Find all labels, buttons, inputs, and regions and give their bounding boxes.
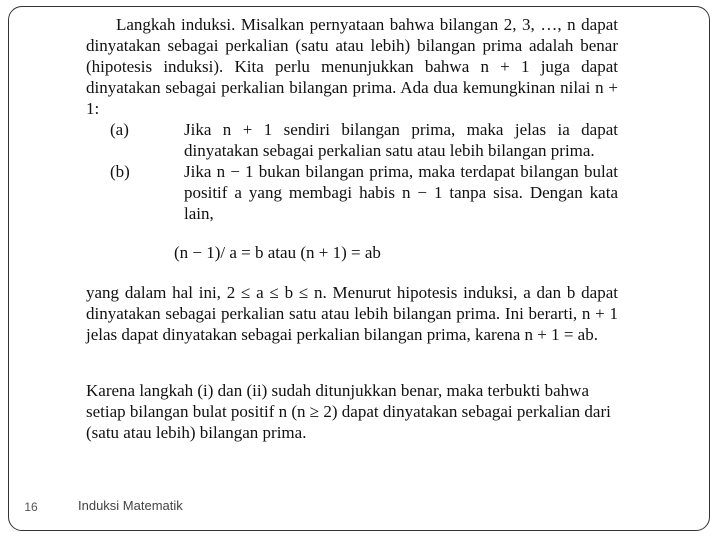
- scanned-text-block: [86, 14, 618, 443]
- slide-number: 16: [24, 500, 38, 514]
- case-b-label: (b): [110, 162, 130, 181]
- footer-title: Induksi Matematik: [78, 498, 183, 513]
- intro-paragraph: [86, 14, 618, 119]
- formula: (n − 1)/ a = b atau (n + 1) = ab: [174, 243, 381, 262]
- case-a: [86, 119, 618, 161]
- case-a-text: Jika n + 1 sendiri bilangan prima, maka jelas ia dapat dinyatakan sebagai perkalian satu atau lebih bilangan prima.: [184, 120, 618, 160]
- case-b: [86, 161, 618, 224]
- case-a-label: (a): [110, 120, 129, 139]
- conclusion-paragraph: Karena langkah (i) dan (ii) sudah ditunjukkan benar, maka terbukti bahwa setiap bilangan bulat positif n (n ≥ 2) dapat dinyatakan sebagai perkalian dari (satu atau lebih) bilangan prima.: [86, 381, 611, 442]
- case-b-text: Jika n − 1 bukan bilangan prima, maka terdapat bilangan bulat positif a yang membagi habis n − 1 tanpa sisa. Dengan kata lain,: [184, 162, 618, 223]
- intro-text: Langkah induksi. Misalkan pernyataan bahwa bilangan 2, 3, …, n dapat dinyatakan sebagai perkalian (satu atau lebih) bilangan prima adalah benar (hipotesis induksi). Kita perlu menunjukkan bahwa n + 1 juga dapat dinyatakan sebagai perkalian bilangan prima. Ada dua kemungkinan nilai n + 1:: [86, 15, 618, 118]
- explanation-paragraph: yang dalam hal ini, 2 ≤ a ≤ b ≤ n. Menurut hipotesis induksi, a dan b dapat dinyatakan sebagai perkalian satu atau lebih bilangan prima. Ini berarti, n + 1 jelas dapat dinyatakan sebagai perkalian bilangan prima, karena n + 1 = ab.: [86, 283, 618, 344]
